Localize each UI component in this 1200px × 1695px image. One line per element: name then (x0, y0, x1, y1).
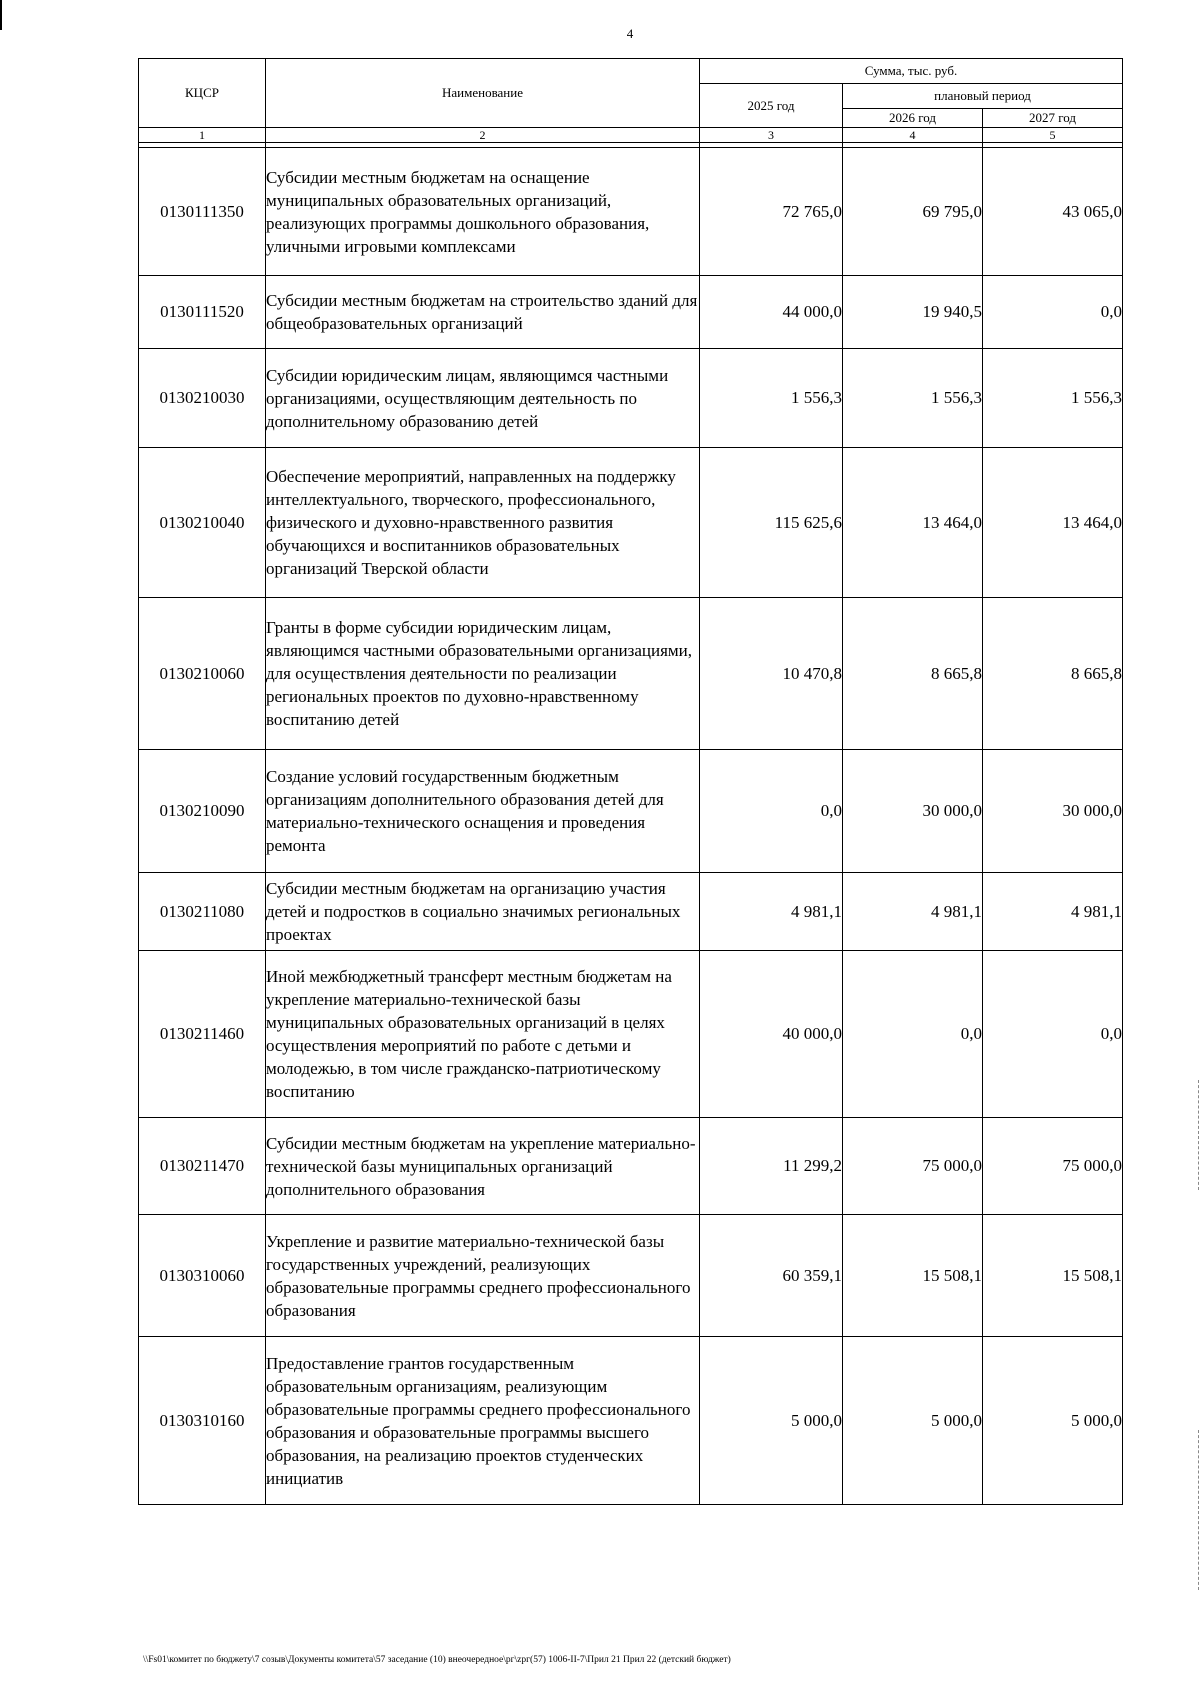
amount-2025: 0,0 (700, 750, 843, 873)
table-row (139, 1337, 1123, 1505)
kcsr-code: 0130111520 (139, 276, 266, 349)
amount-2025: 44 000,0 (700, 276, 843, 349)
amount-2027: 13 464,0 (983, 448, 1123, 598)
table-row (139, 1118, 1123, 1215)
amount-2027: 30 000,0 (983, 750, 1123, 873)
kcsr-code: 0130111350 (139, 148, 266, 276)
item-name: Иной межбюджетный трансферт местным бюджетам на укрепление материально-технической базы муниципальных образовательных организаций в целях осуществления мероприятий по работе с детьми и молодежью, в том числе гражданско-патриотическому воспитанию (266, 951, 700, 1118)
amount-2025: 5 000,0 (700, 1337, 843, 1505)
table-row (139, 750, 1123, 873)
column-number: 4 (843, 128, 983, 143)
amount-2026: 30 000,0 (843, 750, 983, 873)
amount-2025: 40 000,0 (700, 951, 843, 1118)
amount-2025: 72 765,0 (700, 148, 843, 276)
item-name: Субсидии местным бюджетам на оснащение муниципальных образовательных организаций, реализующих программы дошкольного образования, уличными игровыми комплексами (266, 148, 700, 276)
amount-2027: 0,0 (983, 276, 1123, 349)
amount-2026: 13 464,0 (843, 448, 983, 598)
amount-2026: 8 665,8 (843, 598, 983, 750)
file-path-footer: \\Fs01\комитет по бюджету\7 созыв\Документы комитета\57 заседание (10) внеочередное\рг\zрг(57) 1006-II-7\Прил 21 Прил 22 (детский бюджет) (143, 1655, 731, 1665)
amount-2026: 1 556,3 (843, 349, 983, 448)
column-number: 3 (700, 128, 843, 143)
item-name: Субсидии местным бюджетам на строительство зданий для общеобразовательных организаций (266, 276, 700, 349)
table-header (139, 59, 1123, 148)
page-number: 4 (626, 26, 634, 41)
kcsr-code: 0130210040 (139, 448, 266, 598)
table-row (139, 873, 1123, 951)
amount-2027: 5 000,0 (983, 1337, 1123, 1505)
column-number: 1 (139, 128, 266, 143)
table-row (139, 349, 1123, 448)
table-row (139, 148, 1123, 276)
amount-2026: 75 000,0 (843, 1118, 983, 1215)
table-row (139, 448, 1123, 598)
header-name: Наименование (266, 59, 700, 128)
kcsr-code: 0130310060 (139, 1215, 266, 1337)
amount-2027: 1 556,3 (983, 349, 1123, 448)
amount-2025: 4 981,1 (700, 873, 843, 951)
item-name: Субсидии юридическим лицам, являющимся частными организациями, осуществляющим деятельность по дополнительному образованию детей (266, 349, 700, 448)
amount-2026: 69 795,0 (843, 148, 983, 276)
header-planning-period: плановый период (843, 84, 1123, 109)
header-kcsr: КЦСР (139, 59, 266, 128)
amount-2027: 75 000,0 (983, 1118, 1123, 1215)
amount-2025: 115 625,6 (700, 448, 843, 598)
amount-2027: 4 981,1 (983, 873, 1123, 951)
kcsr-code: 0130210060 (139, 598, 266, 750)
item-name: Обеспечение мероприятий, направленных на поддержку интеллектуального, творческого, профессионального, физического и духовно-нравственного развития обучающихся и воспитанников образовательных организаций Тверской области (266, 448, 700, 598)
table-row (139, 276, 1123, 349)
header-sum: Сумма, тыс. руб. (700, 59, 1123, 84)
kcsr-code: 0130211470 (139, 1118, 266, 1215)
header-year-2025: 2025 год (700, 84, 843, 128)
table-body (139, 148, 1123, 1505)
header-year-2027: 2027 год (983, 109, 1123, 128)
amount-2027: 43 065,0 (983, 148, 1123, 276)
table-row (139, 1215, 1123, 1337)
amount-2027: 8 665,8 (983, 598, 1123, 750)
kcsr-code: 0130310160 (139, 1337, 266, 1505)
item-name: Гранты в форме субсидии юридическим лицам, являющимся частными образовательными организациями, для осуществления деятельности по реализации региональных проектов по духовно-нравственному воспитанию детей (266, 598, 700, 750)
kcsr-code: 0130211460 (139, 951, 266, 1118)
column-number: 5 (983, 128, 1123, 143)
column-number-row (139, 128, 1123, 143)
amount-2026: 4 981,1 (843, 873, 983, 951)
amount-2027: 15 508,1 (983, 1215, 1123, 1337)
header-year-2026: 2026 год (843, 109, 983, 128)
kcsr-code: 0130210090 (139, 750, 266, 873)
budget-table (138, 58, 1123, 1505)
item-name: Создание условий государственным бюджетным организациям дополнительного образования детей для материально-технического оснащения и проведения ремонта (266, 750, 700, 873)
amount-2026: 19 940,5 (843, 276, 983, 349)
kcsr-code: 0130210030 (139, 349, 266, 448)
amount-2025: 60 359,1 (700, 1215, 843, 1337)
amount-2025: 11 299,2 (700, 1118, 843, 1215)
item-name: Субсидии местным бюджетам на укрепление материально-технической базы муниципальных организаций дополнительного образования (266, 1118, 700, 1215)
amount-2027: 0,0 (983, 951, 1123, 1118)
amount-2025: 1 556,3 (700, 349, 843, 448)
amount-2026: 15 508,1 (843, 1215, 983, 1337)
amount-2026: 0,0 (843, 951, 983, 1118)
table-row (139, 598, 1123, 750)
amount-2026: 5 000,0 (843, 1337, 983, 1505)
item-name: Субсидии местным бюджетам на организацию участия детей и подростков в социально значимых региональных проектах (266, 873, 700, 951)
item-name: Укрепление и развитие материально-технической базы государственных учреждений, реализующих образовательные программы среднего профессионального образования (266, 1215, 700, 1337)
amount-2025: 10 470,8 (700, 598, 843, 750)
column-number: 2 (266, 128, 700, 143)
table-row (139, 951, 1123, 1118)
item-name: Предоставление грантов государственным образовательным организациям, реализующим образовательные программы среднего профессионального образования и образовательные программы высшего образования, на реализацию проектов студенческих инициатив (266, 1337, 700, 1505)
kcsr-code: 0130211080 (139, 873, 266, 951)
